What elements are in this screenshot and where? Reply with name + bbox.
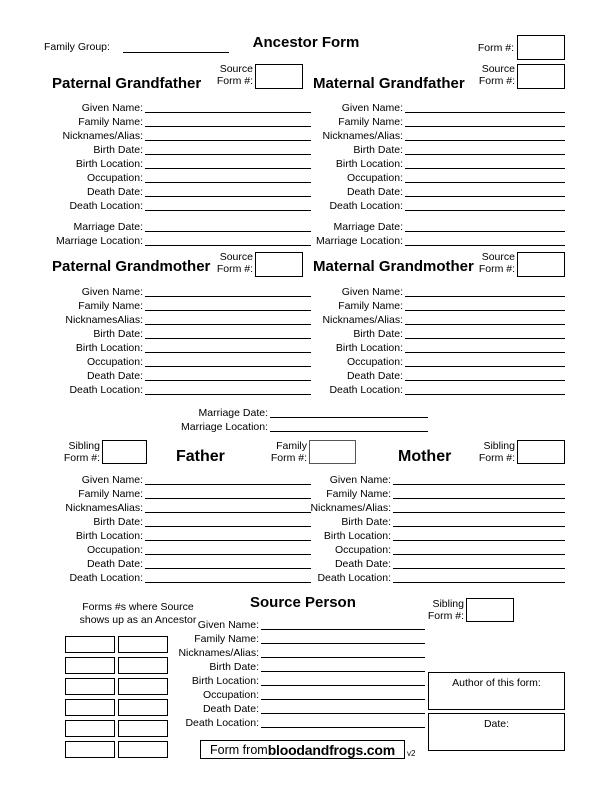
mgf-birth-location-label: Birth Location: [335,158,403,170]
mgf-given-name-label: Given Name: [341,102,403,114]
family-form-label-line2: Form #: [270,451,307,464]
maternal-marriage-date-label: Marriage Date: [333,221,403,233]
maternal-grandmother-source-form-input[interactable] [517,252,565,277]
mgm-birth-location-label: Birth Location: [335,342,403,354]
source-person-death-date-line[interactable] [261,713,425,714]
mgf-nicknames-label: Nicknames/Alias: [322,130,403,142]
parents-marriage-location-line[interactable] [270,431,428,432]
mother-occupation-line[interactable] [393,554,565,555]
paternal-marriage-date-label: Marriage Date: [73,221,143,233]
source-form-label-line1: Source [481,251,515,263]
mgm-occupation-line[interactable] [405,366,565,367]
father-nicknames-label: NicknamesAlias: [65,502,143,514]
source-person-sibling-form-input[interactable] [466,598,514,622]
pgf-death-date-line[interactable] [145,196,311,197]
mother-death-date-line[interactable] [393,568,565,569]
sibling-form-label-line2: Form #: [478,451,515,464]
mgm-nicknames-line[interactable] [405,324,565,325]
mgf-occupation-line[interactable] [405,182,565,183]
source-person-family-name-line[interactable] [261,643,425,644]
father-birth-location-label: Birth Location: [75,530,143,542]
mgm-occupation-label: Occupation: [346,356,403,368]
ancestor-grid-caption-line2: shows up as an Ancestor [79,614,197,626]
parents-family-form-input[interactable] [309,440,356,464]
source-person-given-name-line[interactable] [261,629,425,630]
source-form-label-line1: Source [219,63,253,75]
source-person-title: Source Person [250,594,356,611]
maternal-grandfather-title: Maternal Grandfather [313,75,465,92]
mgm-family-name-line[interactable] [405,310,565,311]
mgm-death-date-label: Death Date: [346,370,403,382]
source-person-nicknames-label: Nicknames/Alias: [178,647,259,659]
sibling-form-label-line2: Form #: [427,609,464,622]
father-death-date-line[interactable] [145,568,311,569]
brand-name: bloodandfrogs.com [267,741,395,758]
father-given-name-line[interactable] [145,484,311,485]
mother-nicknames-label: Nicknames/Alias: [310,502,391,514]
source-person-family-name-label: Family Name: [194,633,259,645]
maternal-marriage-date-line[interactable] [405,231,565,232]
paternal-marriage-location-label: Marriage Location: [56,235,143,247]
mgm-family-name-label: Family Name: [338,300,403,312]
pgf-birth-location-label: Birth Location: [75,158,143,170]
mgm-death-date-line[interactable] [405,380,565,381]
maternal-grandmother-title: Maternal Grandmother [313,258,474,275]
source-form-label-line1: Source [219,251,253,263]
mgf-death-location-label: Death Location: [329,200,403,212]
source-person-birth-location-label: Birth Location: [191,675,259,687]
father-birth-date-label: Birth Date: [93,516,143,528]
source-person-birth-location-line[interactable] [261,685,425,686]
pgf-death-location-label: Death Location: [69,200,143,212]
father-given-name-label: Given Name: [81,474,143,486]
mgf-birth-location-line[interactable] [405,168,565,169]
pgm-occupation-label: Occupation: [86,356,143,368]
maternal-grandfather-source-form-input[interactable] [517,64,565,89]
ancestor-form-number-box[interactable] [65,741,115,758]
paternal-grandmother-source-form-input[interactable] [255,252,303,277]
father-death-location-label: Death Location: [69,572,143,584]
sibling-form-label-line1: Sibling [483,440,515,452]
mother-title: Mother [398,448,452,465]
pgf-family-name-line[interactable] [145,126,311,127]
pgm-birth-location-line[interactable] [145,352,311,353]
father-death-location-line[interactable] [145,582,311,583]
mother-birth-location-line[interactable] [393,540,565,541]
pgm-occupation-line[interactable] [145,366,311,367]
source-form-label-line2: Form #: [478,262,515,275]
pgf-family-name-label: Family Name: [78,116,143,128]
parents-marriage-date-label: Marriage Date: [198,407,268,419]
form-number-label: Form #: [477,42,514,54]
mother-sibling-form-input[interactable] [517,440,565,464]
mgm-birth-location-line[interactable] [405,352,565,353]
source-person-given-name-label: Given Name: [197,619,259,631]
source-form-label-line2: Form #: [216,262,253,275]
ancestor-grid-caption-line1: Forms #s where Source [82,601,194,613]
pgm-death-date-label: Death Date: [86,370,143,382]
pgm-given-name-label: Given Name: [81,286,143,298]
source-person-death-date-label: Death Date: [202,703,259,715]
pgm-nicknames-label: NicknamesAlias: [65,314,143,326]
ancestor-form-number-box[interactable] [65,678,115,695]
paternal-grandfather-title: Paternal Grandfather [52,75,202,92]
mgm-death-location-line[interactable] [405,394,565,395]
mgm-given-name-label: Given Name: [341,286,403,298]
ancestor-form-number-box[interactable] [118,741,168,758]
father-birth-location-line[interactable] [145,540,311,541]
source-person-death-location-line[interactable] [261,727,425,728]
pgm-birth-date-line[interactable] [145,338,311,339]
mgm-nicknames-label: Nicknames/Alias: [322,314,403,326]
mother-given-name-label: Given Name: [329,474,391,486]
form-version-label: v2 [407,749,416,758]
mgf-death-location-line[interactable] [405,210,565,211]
father-family-name-label: Family Name: [78,488,143,500]
pgf-birth-location-line[interactable] [145,168,311,169]
mgf-family-name-line[interactable] [405,126,565,127]
mgm-death-location-label: Death Location: [329,384,403,396]
father-sibling-form-input[interactable] [102,440,147,464]
mother-occupation-label: Occupation: [334,544,391,556]
mother-family-name-line[interactable] [393,498,565,499]
father-birth-date-line[interactable] [145,526,311,527]
mgf-birth-date-line[interactable] [405,154,565,155]
source-person-occupation-label: Occupation: [202,689,259,701]
maternal-marriage-location-line[interactable] [405,245,565,246]
ancestor-form-number-box[interactable] [65,636,115,653]
ancestor-form-number-box[interactable] [65,720,115,737]
father-title: Father [176,448,225,465]
paternal-grandmother-title: Paternal Grandmother [52,258,211,275]
pgm-birth-location-label: Birth Location: [75,342,143,354]
mgf-nicknames-line[interactable] [405,140,565,141]
mother-nicknames-line[interactable] [393,512,565,513]
author-of-form-label: Author of this form: [452,677,541,689]
source-form-label-line1: Source [481,63,515,75]
pgm-given-name-line[interactable] [145,296,311,297]
pgm-death-location-label: Death Location: [69,384,143,396]
pgf-nicknames-line[interactable] [145,140,311,141]
family-group-input-line[interactable] [123,52,229,53]
sibling-form-label-line2: Form #: [63,451,100,464]
pgm-death-location-line[interactable] [145,394,311,395]
sibling-form-label-line1: Sibling [68,440,100,452]
pgm-nicknames-line[interactable] [145,324,311,325]
author-of-form-box[interactable] [428,672,565,710]
mgm-birth-date-line[interactable] [405,338,565,339]
mother-birth-date-label: Birth Date: [341,516,391,528]
pgf-nicknames-label: Nicknames/Alias: [62,130,143,142]
source-person-death-location-label: Death Location: [185,717,259,729]
mother-death-date-label: Death Date: [334,558,391,570]
source-form-label-line2: Form #: [478,74,515,87]
mgm-birth-date-label: Birth Date: [353,328,403,340]
ancestor-form-number-box[interactable] [65,699,115,716]
mother-birth-location-label: Birth Location: [323,530,391,542]
form-number-input[interactable] [517,35,565,60]
mgf-given-name-line[interactable] [405,112,565,113]
mgf-birth-date-label: Birth Date: [353,144,403,156]
pgm-family-name-label: Family Name: [78,300,143,312]
pgm-family-name-line[interactable] [145,310,311,311]
father-occupation-label: Occupation: [86,544,143,556]
form-source-brand-box [200,740,405,759]
page-title: Ancestor Form [252,34,360,51]
paternal-grandfather-source-form-input[interactable] [255,64,303,89]
ancestor-form-number-box[interactable] [65,657,115,674]
mgf-death-date-line[interactable] [405,196,565,197]
mother-death-location-line[interactable] [393,582,565,583]
mgm-given-name-line[interactable] [405,296,565,297]
parents-marriage-location-label: Marriage Location: [181,421,268,433]
mgf-family-name-label: Family Name: [338,116,403,128]
pgf-occupation-label: Occupation: [86,172,143,184]
paternal-marriage-location-line[interactable] [145,245,311,246]
source-form-label-line2: Form #: [216,74,253,87]
parents-marriage-date-line[interactable] [270,417,428,418]
maternal-marriage-location-label: Marriage Location: [316,235,403,247]
family-group-label: Family Group: [44,41,110,53]
pgf-given-name-label: Given Name: [81,102,143,114]
pgm-death-date-line[interactable] [145,380,311,381]
mother-death-location-label: Death Location: [317,572,391,584]
father-nicknames-line[interactable] [145,512,311,513]
father-family-name-line[interactable] [145,498,311,499]
mgf-death-date-label: Death Date: [346,186,403,198]
father-occupation-line[interactable] [145,554,311,555]
pgf-given-name-line[interactable] [145,112,311,113]
family-form-label-line1: Family [276,440,307,452]
pgf-birth-date-label: Birth Date: [93,144,143,156]
mother-birth-date-line[interactable] [393,526,565,527]
paternal-marriage-date-line[interactable] [145,231,311,232]
pgf-birth-date-line[interactable] [145,154,311,155]
mgf-occupation-label: Occupation: [346,172,403,184]
source-person-occupation-line[interactable] [261,699,425,700]
source-person-nicknames-line[interactable] [261,657,425,658]
mother-family-name-label: Family Name: [326,488,391,500]
date-label: Date: [483,718,510,730]
mother-given-name-line[interactable] [393,484,565,485]
source-person-birth-date-line[interactable] [261,671,425,672]
sibling-form-label-line1: Sibling [432,598,464,610]
pgm-birth-date-label: Birth Date: [93,328,143,340]
pgf-death-date-label: Death Date: [86,186,143,198]
pgf-death-location-line[interactable] [145,210,311,211]
form-from-label: Form from [210,742,268,757]
date-box[interactable] [428,713,565,751]
source-person-birth-date-label: Birth Date: [209,661,259,673]
father-death-date-label: Death Date: [86,558,143,570]
pgf-occupation-line[interactable] [145,182,311,183]
